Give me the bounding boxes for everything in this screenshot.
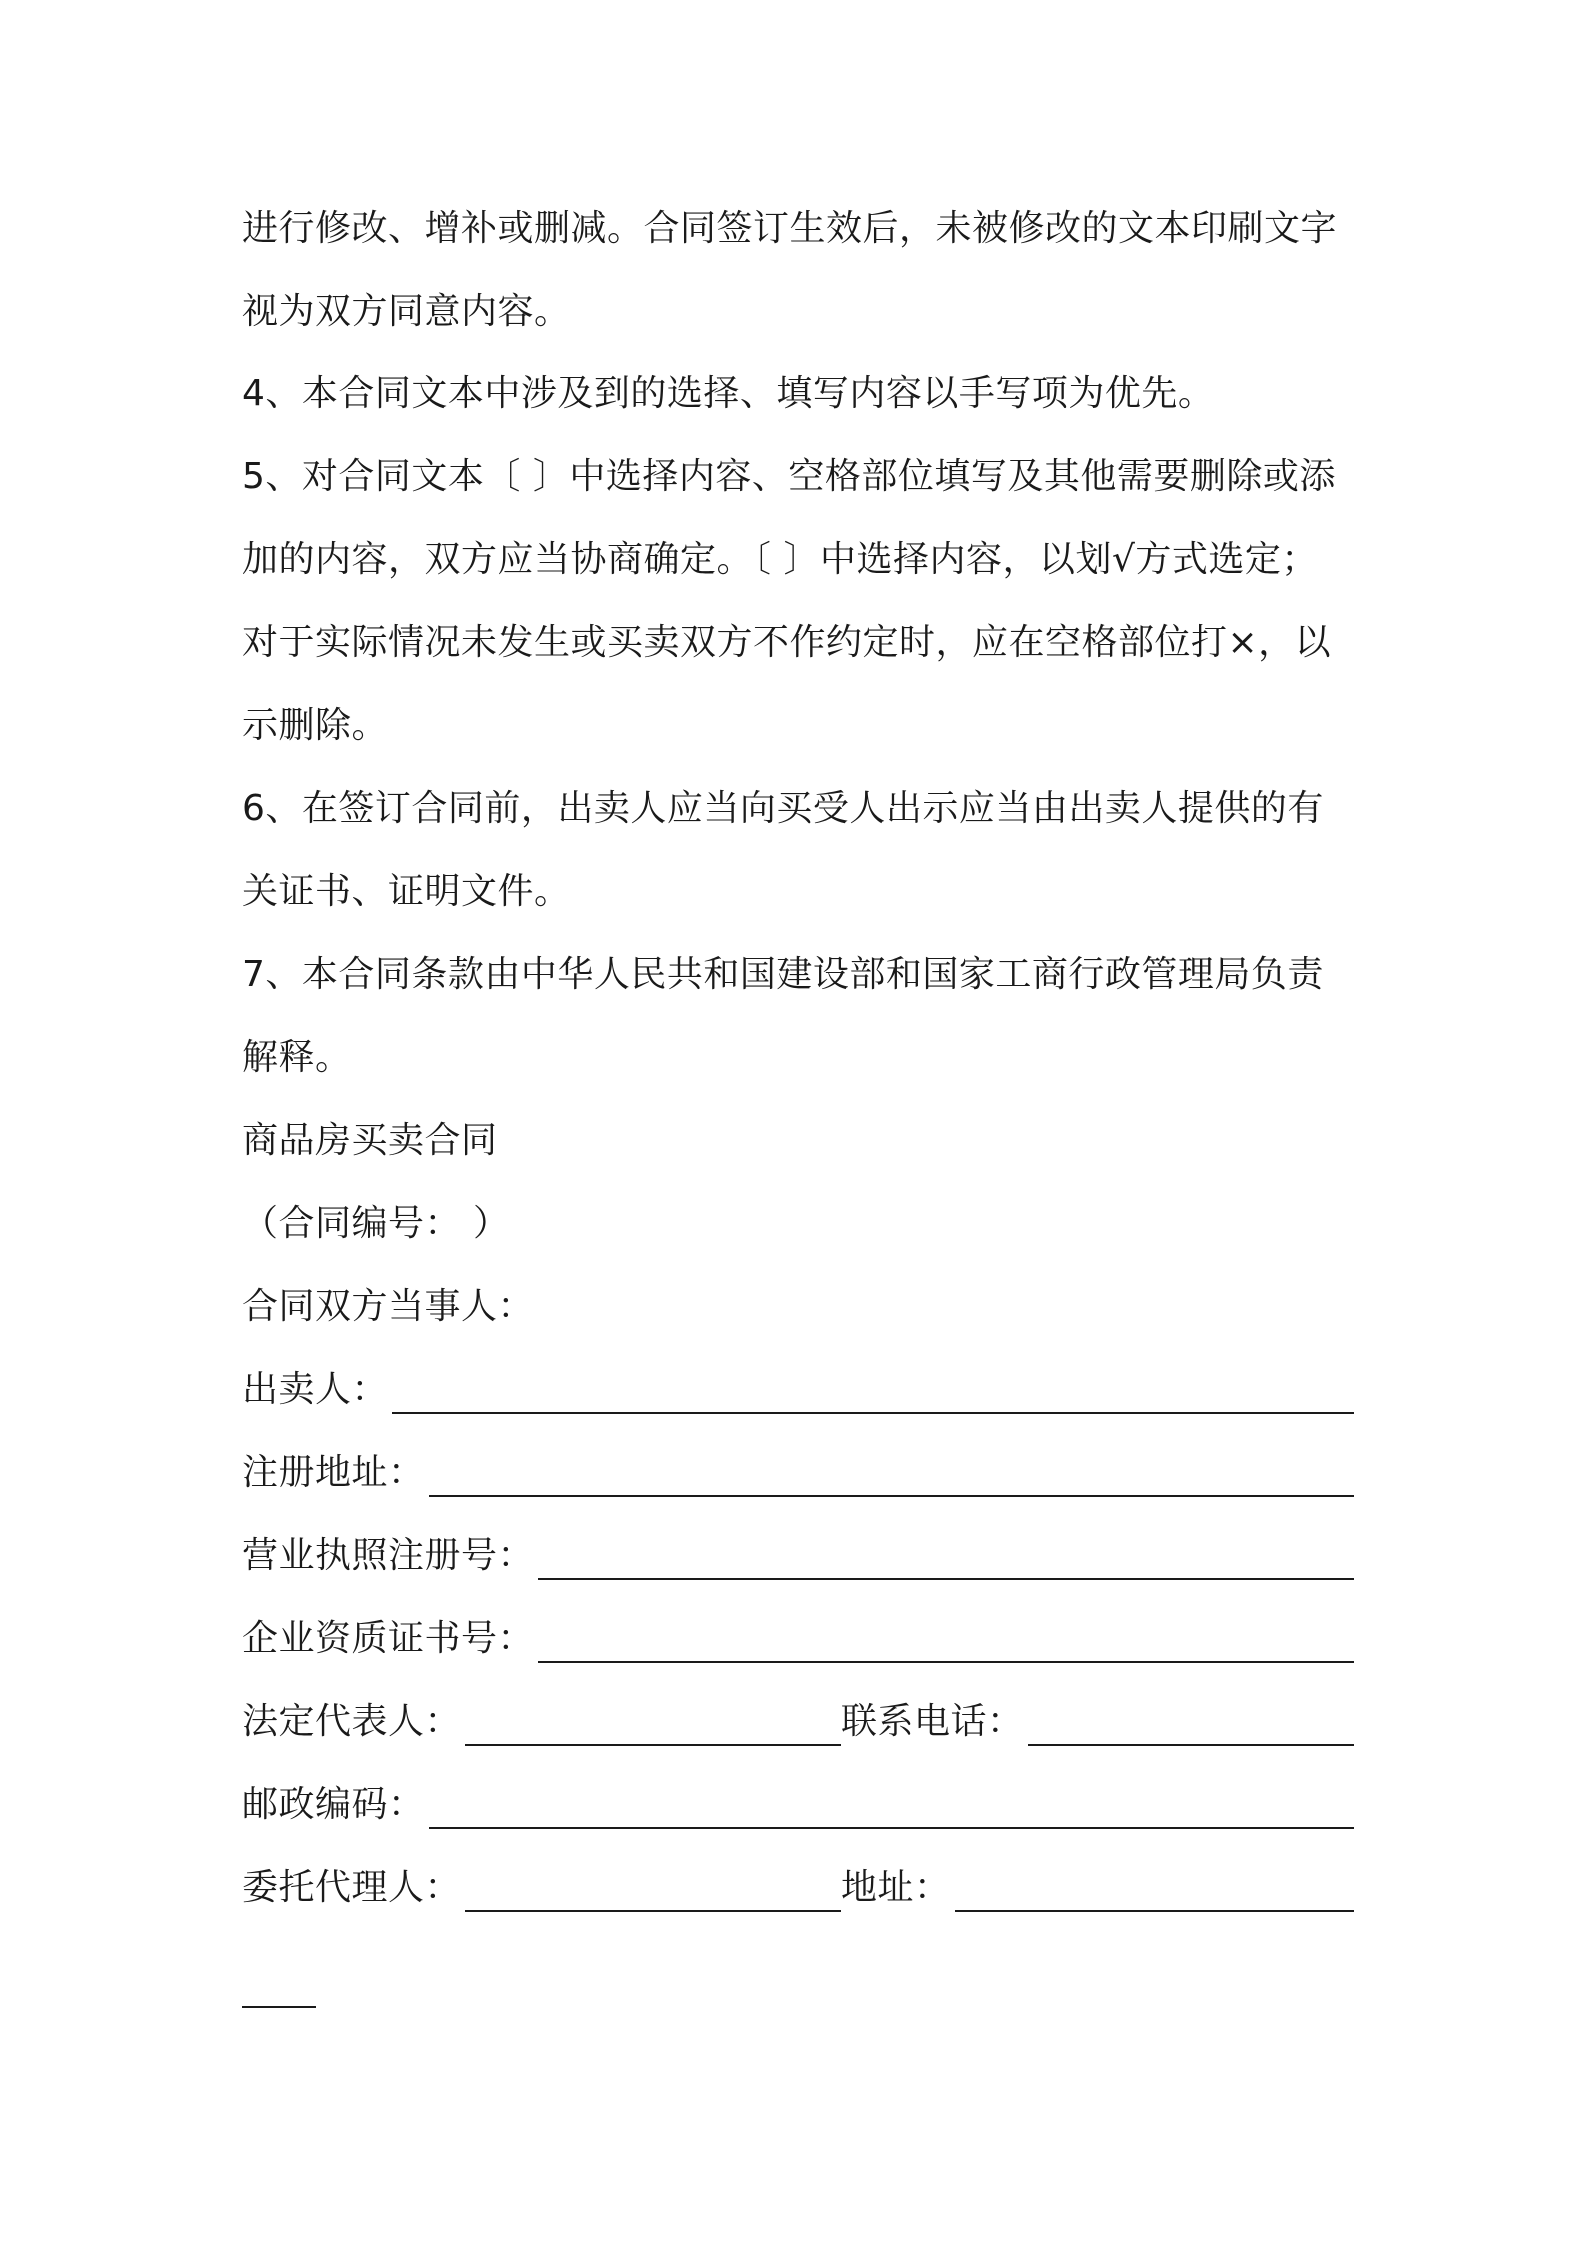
paragraph-5-line-3: 对于实际情况未发生或买卖双方不作约定时，应在空格部位打×，以 [242, 622, 1332, 663]
license-number-row [242, 1532, 1354, 1580]
phone-blank[interactable] [1028, 1704, 1354, 1746]
paragraph-5-line-1: 5、对合同文本〔 〕中选择内容、空格部位填写及其他需要删除或添 [242, 456, 1336, 497]
contract-number: （合同编号： ） [242, 1203, 510, 1244]
address-label: 地址： [841, 1867, 951, 1908]
postcode-row [242, 1781, 1354, 1829]
registered-address-label: 注册地址： [242, 1452, 425, 1493]
agent-blank[interactable] [465, 1870, 841, 1912]
legal-rep-blank[interactable] [465, 1704, 841, 1746]
seller-row [242, 1366, 1354, 1414]
qualification-number-blank[interactable] [538, 1621, 1354, 1663]
paragraph-4: 4、本合同文本中涉及到的选择、填写内容以手写项为优先。 [242, 373, 1215, 414]
continuation-rule [242, 2006, 316, 2008]
paragraph-5-line-4: 示删除。 [242, 705, 389, 746]
phone-label: 联系电话： [841, 1701, 1024, 1742]
address-blank[interactable] [955, 1870, 1354, 1912]
legal-rep-label: 法定代表人： [242, 1701, 462, 1742]
postcode-label: 邮政编码： [242, 1784, 425, 1825]
license-number-blank[interactable] [538, 1538, 1354, 1580]
paragraph-3-line-2: 视为双方同意内容。 [242, 291, 571, 332]
agent-address-row [242, 1864, 1354, 1912]
postcode-blank[interactable] [429, 1787, 1354, 1829]
legal-rep-phone-row [242, 1698, 1354, 1746]
paragraph-7-line-1: 7、本合同条款由中华人民共和国建设部和国家工商行政管理局负责 [242, 954, 1324, 995]
qualification-number-row [242, 1615, 1354, 1663]
paragraph-3-line-1: 进行修改、增补或删减。合同签订生效后，未被修改的文本印刷文字 [242, 208, 1338, 249]
registered-address-blank[interactable] [429, 1455, 1354, 1497]
agent-label: 委托代理人： [242, 1867, 462, 1908]
seller-label: 出卖人： [242, 1369, 389, 1410]
license-number-label: 营业执照注册号： [242, 1535, 535, 1576]
contract-title: 商品房买卖合同 [242, 1120, 498, 1161]
paragraph-6-line-2: 关证书、证明文件。 [242, 871, 571, 912]
paragraph-7-line-2: 解释。 [242, 1037, 352, 1078]
seller-blank[interactable] [392, 1372, 1354, 1414]
qualification-number-label: 企业资质证书号： [242, 1618, 535, 1659]
registered-address-row [242, 1449, 1354, 1497]
paragraph-6-line-1: 6、在签订合同前，出卖人应当向买受人出示应当由出卖人提供的有 [242, 788, 1324, 829]
parties-label: 合同双方当事人： [242, 1286, 535, 1327]
paragraph-5-line-2: 加的内容，双方应当协商确定。〔 〕中选择内容，以划√方式选定； [242, 539, 1318, 580]
